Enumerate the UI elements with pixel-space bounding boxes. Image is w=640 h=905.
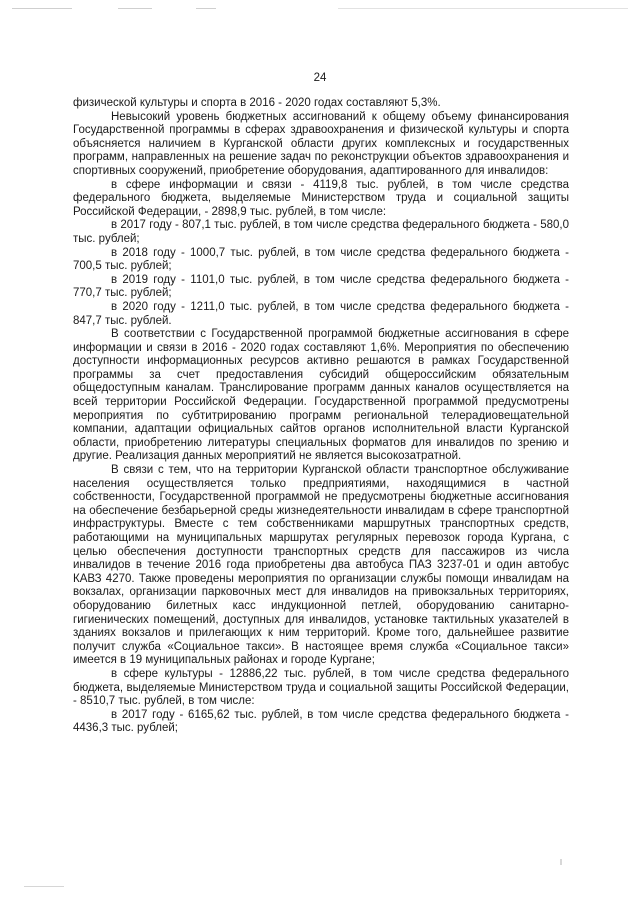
paragraph: в 2020 году - 1211,0 тыс. рублей, в том числе средства федерального бюджета - 847,7 тыс. рублей.	[73, 300, 569, 327]
document-body	[73, 97, 569, 736]
paragraph: в сфере культуры - 12886,22 тыс. рублей, в том числе средства федерального бюджета, выделяемые Министерством труда и социальной защиты Российской Федерации, - 8510,7 тыс. рублей, в том числе:	[73, 667, 569, 708]
scan-artifact-corner	[560, 859, 562, 865]
scan-artifact-top	[8, 8, 632, 10]
paragraph: В связи с тем, что на территории Курганской области транспортное обслуживание населения осуществляется только предприятиями, находящимися в частной собственности, Государственной программой не предусмотрены бюджетные ассигнования на обеспечение безбарьерной среды жизнедеятельности инвалидам в сфере транспортной инфраструктуры. Вместе с тем собственниками маршрутных транспортных средств, работающими на муниципальных маршрутах регулярных перевозок города Кургана, с целью обеспечения доступности транспортных средств для пассажиров из числа инвалидов в течение 2016 года приобретены два автобуса ПАЗ 3237-01 и один автобус КАВЗ 4270. Также проведены мероприятия по организации службы помощи инвалидам на вокзалах, организации парковочных мест для инвалидов на привокзальных территориях, оборудованию билетных касс индукционной петлей, оборудованию санитарно-гигиенических помещений, доступных для инвалидов, установке тактильных указателей в зданиях вокзалов и прилегающих к ним территорий. Кроме того, дальнейшее развитие получит служба «Социальное такси». В настоящее время служба «Социальное такси» имеется в 19 муниципальных районах и городе Кургане;	[73, 464, 569, 667]
paragraph: в 2019 году - 1101,0 тыс. рублей, в том числе средства федерального бюджета - 770,7 тыс. рублей;	[73, 273, 569, 300]
paragraph: в 2018 году - 1000,7 тыс. рублей, в том числе средства федерального бюджета - 700,5 тыс. рублей;	[73, 246, 569, 273]
paragraph: в 2017 году - 6165,62 тыс. рублей, в том числе средства федерального бюджета - 4436,3 тыс. рублей;	[73, 708, 569, 735]
paragraph: Невысокий уровень бюджетных ассигнований к общему объему финансирования Государственной программы в сферах здравоохранения и физической культуры и спорта объясняется наличием в Курганской области других комплексных и государственных программ, направленных на решение задач по реконструкции объектов здравоохранения и спортивных сооружений, приобретение оборудования, адаптированного для инвалидов:	[73, 110, 569, 177]
paragraph: физической культуры и спорта в 2016 - 2020 годах составляют 5,3%.	[73, 97, 441, 109]
scan-artifact-bottom	[24, 886, 64, 887]
paragraph: в 2017 году - 807,1 тыс. рублей, в том числе средства федерального бюджета - 580,0 тыс. рублей;	[73, 219, 569, 245]
page-number: 24	[313, 72, 327, 84]
paragraph: в сфере информации и связи - 4119,8 тыс. рублей, в том числе средства федерального бюджета, выделяемые Министерством труда и социальной защиты Российской Федерации, - 2898,9 тыс. рублей, в том числе:	[73, 178, 569, 218]
paragraph: В соответствии с Государственной программой бюджетные ассигнования в сфере информации и связи в 2016 - 2020 годах составляют 1,6%. Мероприятия по обеспечению доступности информационных ресурсов активно решаются в рамках Государственной программы за счет предоставления субсидий общероссийским обязательным общедоступным каналам. Транслирование программ данных каналов осуществляется на всей территории Российской Федерации. Государственной программой предусмотрены мероприятия по субтитрированию программ региональной телерадиовещательной компании, адаптации официальных сайтов органов исполнительной власти Курганской области, приобретению литературы специальных форматов для инвалидов по зрению и другие. Реализация данных мероприятий не является высокозатратной.	[73, 328, 569, 463]
